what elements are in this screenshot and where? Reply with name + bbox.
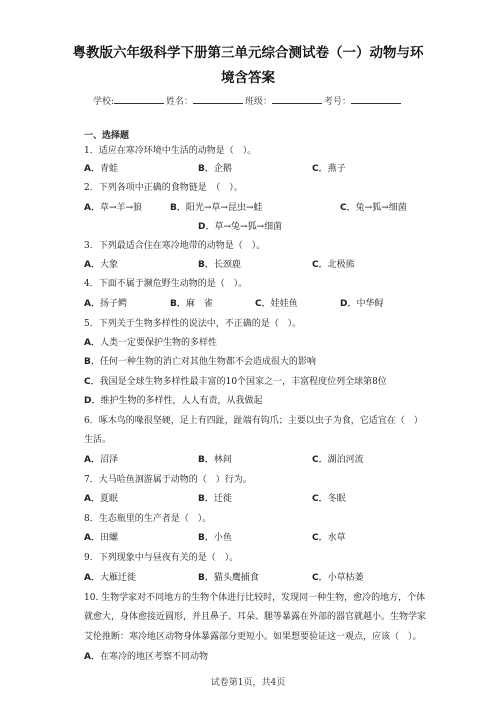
option: C．小草枯萎 [312,573,364,583]
exam-title-line1: 粤教版六年级科学下册第三单元综合测试卷（一）动物与环 [72,45,424,61]
option: C．燕子 [312,164,346,174]
option: B．阳光→草→昆虫→蛙 [170,203,263,213]
question-stem-continued: 艾伦推断：寒冷地区动物身体暴露部分更短小。如果想要验证这一观点，应该（ ）。 [84,632,422,642]
option: C．我国是全球生物多样性最丰富的10个国家之一，丰富程度位列全球第8位 [84,377,387,387]
option: B．企鹅 [198,164,232,174]
class-label: 班级： [245,97,273,107]
question-stem: 4．下面不属于濒危野生动物的是（ ）。 [84,279,248,289]
option: C．北极熊 [312,260,355,270]
option: B．林间 [198,455,232,465]
option: B．猫头鹰捕食 [198,573,259,583]
option: A．人类一定要保护生物的多样性 [84,338,217,348]
option: A．田螺 [84,533,118,543]
option: C．水草 [312,533,346,543]
exam-title-line2: 境含答案 [221,70,275,86]
question-stem: 5．下列关于生物多样性的说法中，不正确的是（ ）。 [84,319,302,329]
school-blank[interactable] [114,94,164,104]
option: A．在寒冷的地区考察不同动物 [84,652,208,662]
section-title: 一、选择题 [84,131,130,141]
option: A．扬子鳄 [84,299,127,309]
question-stem: 3．下列最适合住在寒冷地带的动物是（ ）。 [84,241,266,251]
question-stem: 2．下列各项中正确的食物链是 （ ）。 [84,183,243,193]
question-stem: 8．生态瓶里的生产者是（ ）。 [84,514,212,524]
option: D．中华鲟 [340,299,384,309]
school-label: 学校: [92,97,114,107]
option: A．大雁迁徙 [84,573,136,583]
option: C．湖泊河流 [312,455,364,465]
option: B．麻 雀 [170,299,213,309]
student-info-line [0,94,496,107]
option: A．青蛙 [84,164,118,174]
option: A．沼泽 [84,455,118,465]
question-stem: 10. 生物学家对不同地方的生物个体进行比较时，发现同一种生物，愈冷的地方，个体 [84,593,426,603]
option: B．迁徙 [198,494,232,504]
option: A．大象 [84,260,118,270]
question-stem: 7．大马哈鱼洄游属于动物的（ ）行为。 [84,475,252,485]
question-stem: 1．适应在寒冷环境中生活的动物是（ ）。 [84,146,257,156]
exam-number-blank[interactable] [351,94,401,104]
option: D．维护生物的多样性，人人有责，从我做起 [84,396,263,406]
option: A．草→羊→狼 [84,203,143,213]
option: C．娃娃鱼 [255,299,298,309]
name-blank[interactable] [193,94,243,104]
name-label: 姓名： [166,97,194,107]
question-stem: 6．啄木鸟的喙很坚硬，足上有四趾，趾端有钩爪；主要以虫子为食，它适宜在（ ） [84,416,423,426]
option: B．任何一种生物的消亡对其他生物都不会造成很大的影响 [84,357,316,367]
class-blank[interactable] [272,94,322,104]
question-stem-continued: 生活。 [84,435,112,445]
page-footer: 试卷第1页，共4页 [210,678,286,688]
option: A．夏眠 [84,494,118,504]
question-stem-continued: 就愈大，身体愈接近圆形，并且鼻子、耳朵、腿等暴露在外部的器官就越小。生物学家 [84,612,427,622]
option: B．小鱼 [198,533,232,543]
question-stem: 9．下列现象中与昼夜有关的是（ ）。 [84,553,239,563]
option: C．兔→狐→细菌 [340,203,407,213]
option: D．草→兔→狐→细菌 [198,222,283,232]
option: C．冬眠 [312,494,346,504]
exam-number-label: 考号： [324,97,352,107]
option: B．长颈鹿 [198,260,241,270]
